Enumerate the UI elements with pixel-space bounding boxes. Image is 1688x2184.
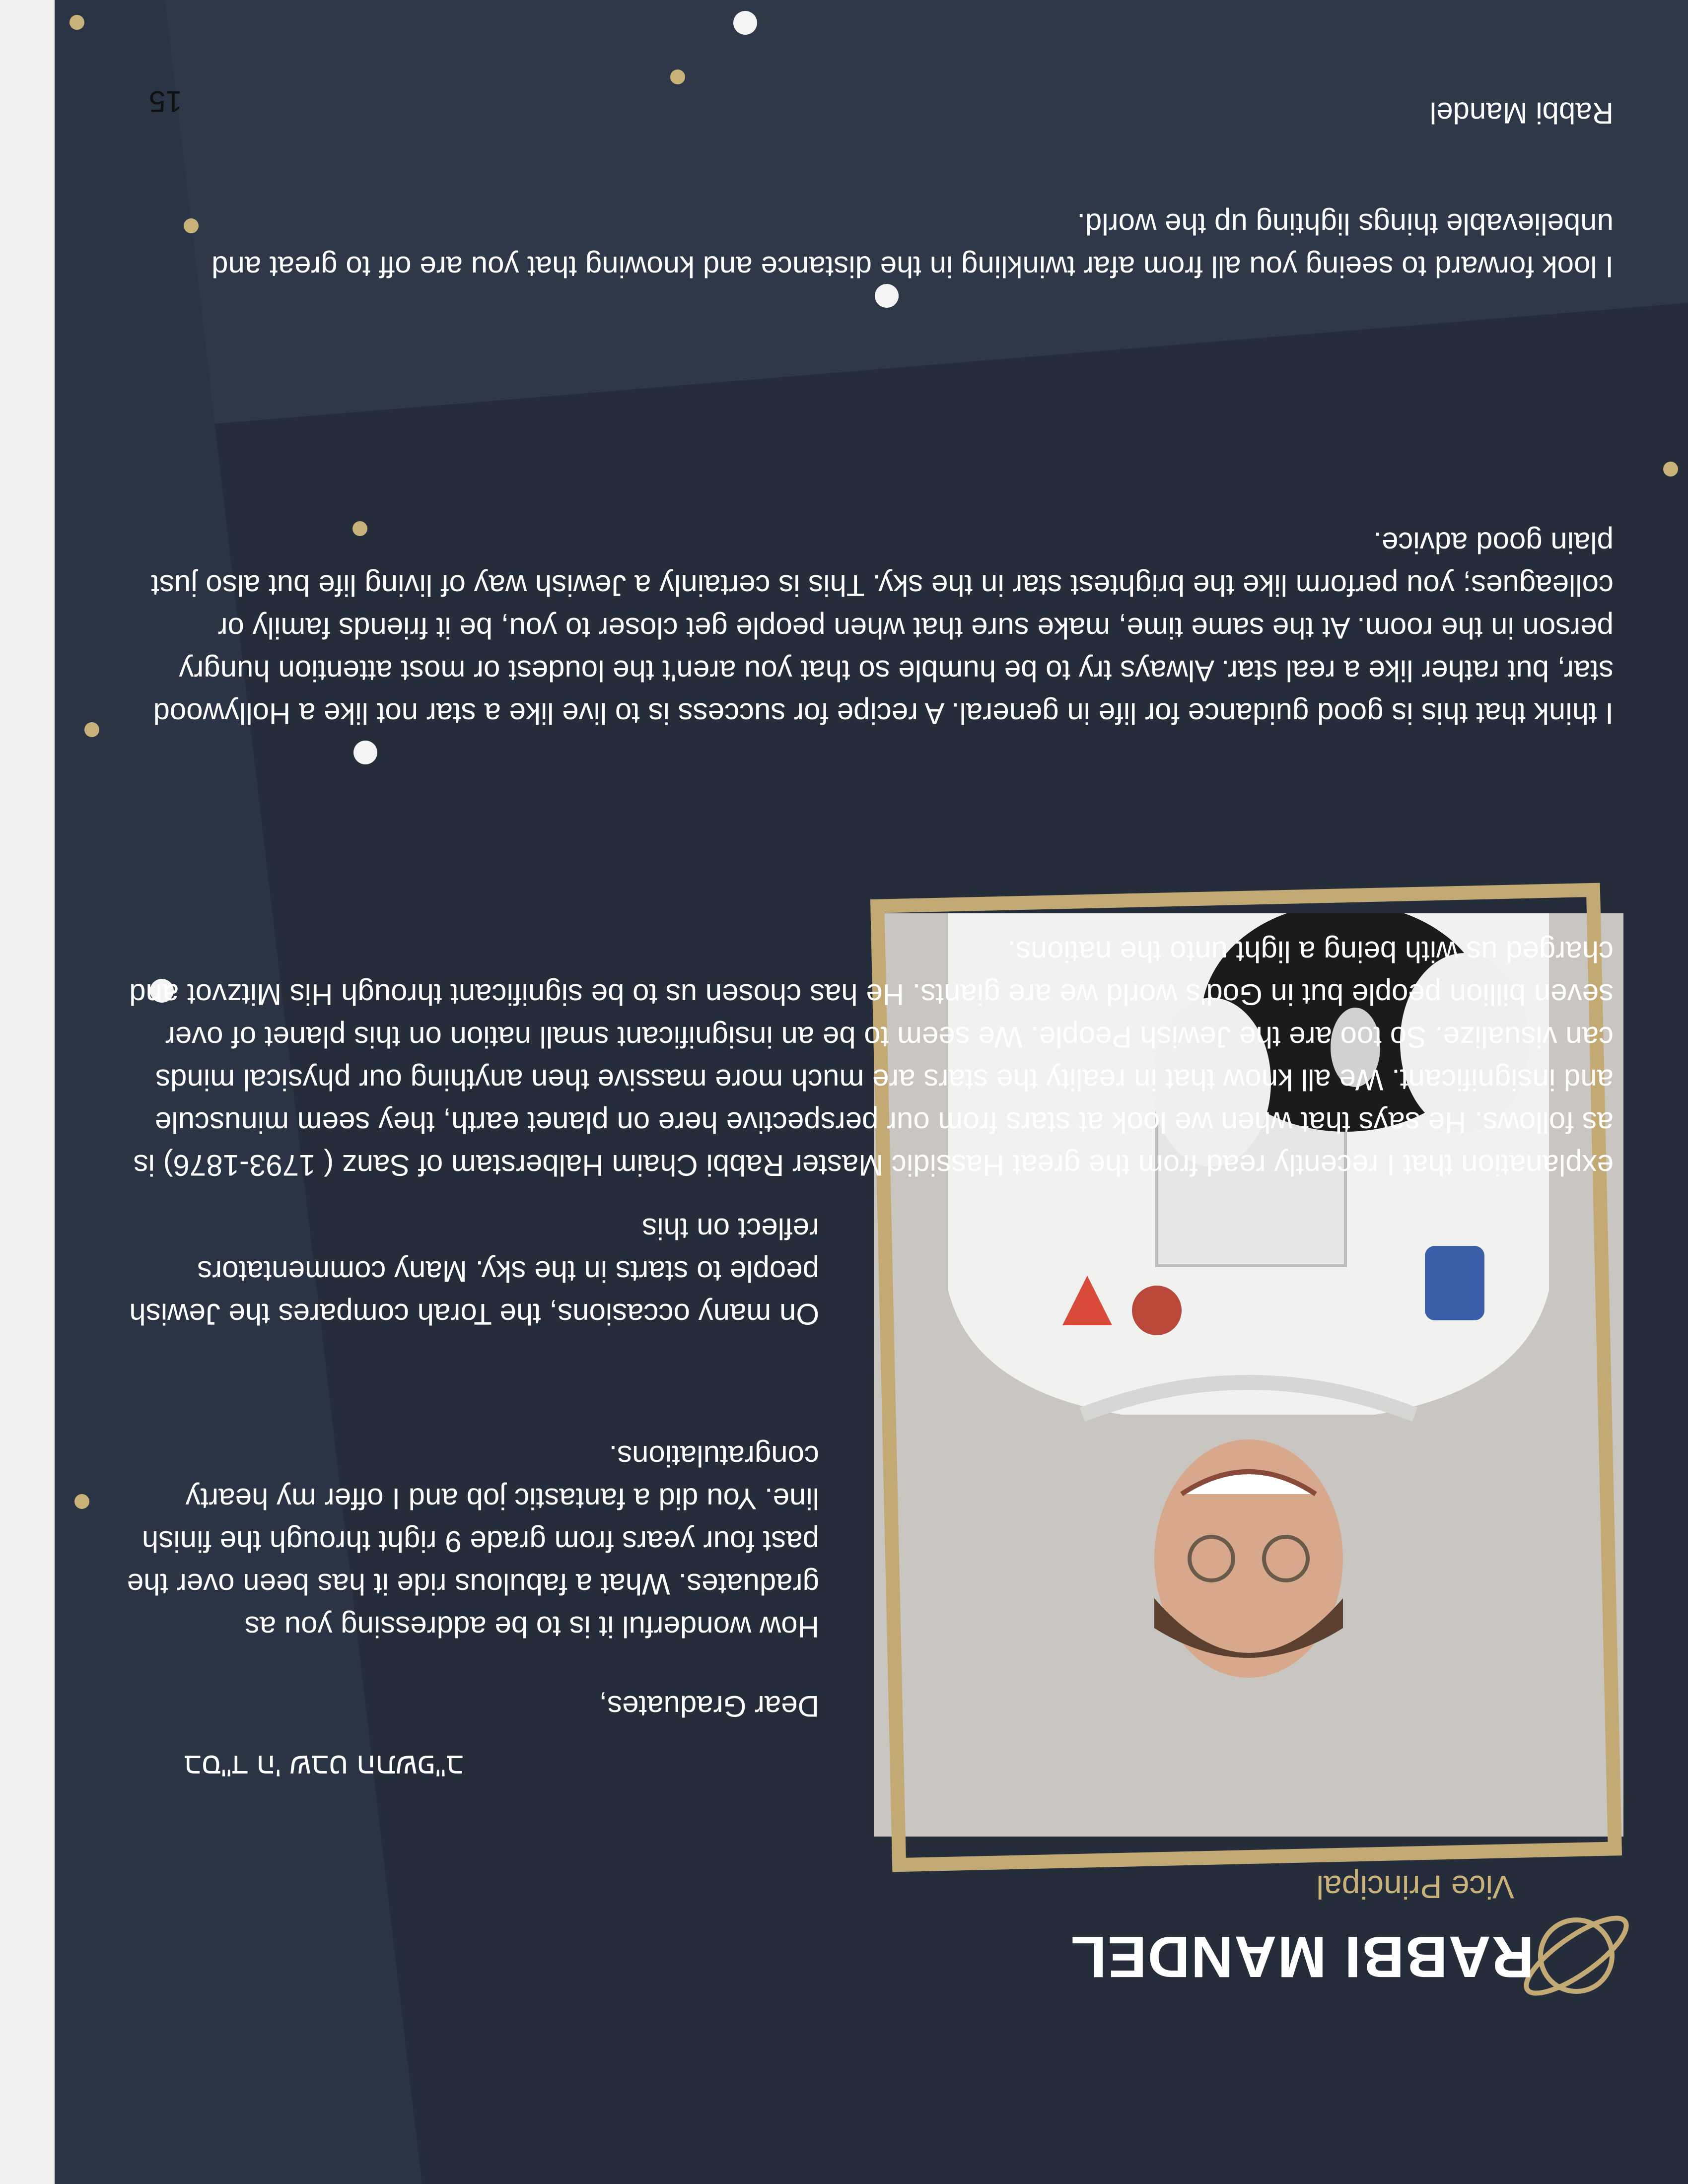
yearbook-page (55, 0, 1688, 2184)
star-dot (70, 15, 84, 30)
star-dot (74, 1494, 89, 1509)
hebrew-date-line: בס"ד ה' שבט התשפ"ב (184, 1749, 464, 1782)
paragraph-stars-intro: On many occasions, the Torah compares the Jewish people to starts in the sky. Many commentators reflect on this (129, 1212, 819, 1331)
page-title: RABBI MANDEL (1069, 1924, 1534, 1989)
star-dot (1663, 462, 1678, 477)
salutation: Dear Graduates, (599, 1690, 819, 1723)
paragraph-closing: I look forward to seeing you all from afar twinkling in the distance and knowing that you are off to great and unbelievable things lighting up the world. (211, 207, 1614, 283)
signature: Rabbi Mandel (1429, 96, 1614, 130)
paragraph-welcome: How wonderful it is to be addressing you as graduates. What a fabulous ride it has been over the past four years from grade 9 right through the finish line. You did a fantastic job and I offer my hearty congratulations. (127, 1439, 819, 1643)
paragraph-guidance: I think that this is good guidance for life in general. A recipe for success is to live like a star not like a Hollywood star, but rather like a real star. Always try to be humble so that you aren't the loudest or most attention hungry person in the room. At the same time, make sure that when people get closer to you, be it friends family or colleagues; you perform like the brightest star in the sky. This is certainly a Jewish way of living life but also just plain good advice. (151, 526, 1614, 730)
page-subtitle: Vice Principal (1316, 1869, 1514, 1906)
star-dot (733, 11, 757, 35)
star-dot (84, 722, 99, 737)
star-dot (353, 741, 377, 764)
paragraph-stars-explanation: explanation that I recently read from the great Hassidic Master Rabbi Chaim Halberstam of Sanz ( 1793-1876) is as follows. He says that when we look at stars from our perspective here on planet earth, they seem minuscule and insignificant. We all know that in reality the stars are much more massive then anything our physical minds can visualize. So too are the Jewish People. We seem to be an insignificant small nation on this planet of over seven billion people but in God's world we are giants. He has chosen us to be significant through His Mitzvot and charged us with being a light unto the nations. (129, 935, 1614, 1182)
page-number: 15 (149, 85, 182, 118)
star-dot (670, 69, 685, 84)
